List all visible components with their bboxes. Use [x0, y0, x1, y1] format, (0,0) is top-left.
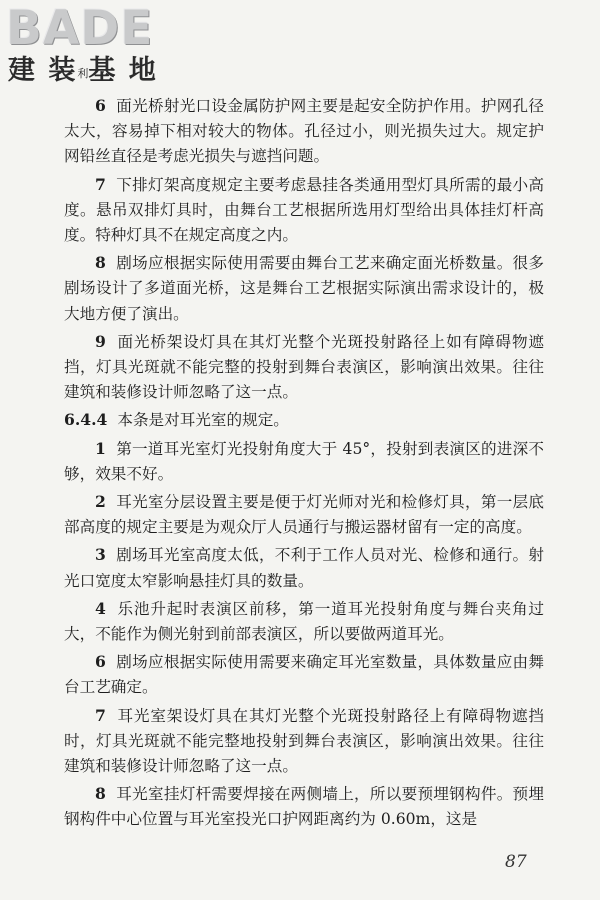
clause-text: 剧场耳光室高度太低，不利于工作人员对光、检修和通行。射光口宽度太窄影响悬挂灯具的数量。 — [64, 546, 544, 590]
clause-text: 剧场应根据实际使用需要来确定耳光室数量，具体数量应由舞台工艺确定。 — [64, 653, 544, 697]
clause-paragraph — [64, 649, 544, 700]
clause-number: 9 — [95, 331, 106, 351]
clause-paragraph — [64, 172, 544, 249]
clause-text: 下排灯架高度规定主要考虑悬挂各类通用型灯具所需的最小高度。悬吊双排灯具时，由舞台工艺根据所选用灯型给出具体挂灯杆高度。特种灯具不在规定高度之内。 — [64, 175, 544, 245]
clause-number: 3 — [95, 545, 106, 565]
clause-text: 面光桥架设灯具在其灯光整个光斑投射路径上如有障碍物遮挡，灯具光斑就不能完整的投射到舞台表演区，影响演出效果。往往建筑和装修设计师忽略了这一点。 — [64, 332, 544, 402]
clause-text: 面光桥射光口设金属防护网主要是起安全防护作用。护网孔径太大，容易掉下相对较大的物体。孔径过小，则光损失过大。规定护网铅丝直径是考虑光损失与遮挡问题。 — [64, 97, 544, 166]
clause-number: 8 — [95, 253, 106, 273]
clause-text: 第一道耳光室灯光投射角度大于 45°，投射到表演区的进深不够，效果不好。 — [64, 439, 544, 483]
clause-text: 乐池升起时表演区前移，第一道耳光投射角度与舞台夹角过大，不能作为侧光射到前部表演区，所以要做两道耳光。 — [64, 599, 544, 644]
section-number: 6.4.4 — [64, 410, 108, 430]
section-text: 本条是对耳光室的规定。 — [117, 411, 289, 430]
logo-cn-right: 基 地 — [88, 55, 158, 86]
clause-paragraph — [64, 250, 544, 327]
section-heading — [64, 407, 544, 433]
bade-logo — [6, 1, 181, 90]
clause-text: 耳光室分层设置主要是便于灯光师对光和检修灯具，第一层底部高度的规定主要是为观众厅人员通行与搬运器材留有一定的高度。 — [64, 493, 544, 537]
clause-number: 2 — [95, 492, 106, 512]
clause-paragraph — [64, 93, 544, 170]
document-body — [64, 93, 544, 835]
clause-text: 耳光室架设灯具在其灯光整个光斑投射路径上有障碍物遮挡时，灯具光斑就不能完整地投射到舞台表演区，影响演出效果。往往建筑和装修设计师忽略了这一点。 — [64, 706, 544, 776]
clause-number: 1 — [95, 438, 106, 458]
clause-text: 耳光室挂灯杆需要焊接在两侧墙上，所以要预埋钢构件。预埋钢构件中心位置与耳光室投光口护网距离约为 0.60m，这是 — [64, 785, 544, 829]
clause-paragraph — [64, 436, 544, 487]
clause-text: 剧场应根据实际使用需要由舞台工艺来确定面光桥数量。很多剧场设计了多道面光桥，这是舞台工艺根据实际演出需求设计的，极大地方便了演出。 — [64, 254, 544, 323]
clause-paragraph — [64, 542, 544, 593]
logo-chinese-text — [8, 56, 158, 89]
logo-wordmark: BADE — [6, 1, 154, 56]
clause-number: 6 — [95, 652, 106, 672]
clause-number: 8 — [95, 784, 106, 804]
logo-cn-small: 利 — [77, 67, 89, 80]
clause-paragraph — [64, 489, 544, 540]
page-number: 87 — [505, 852, 527, 872]
clause-paragraph — [64, 703, 544, 780]
clause-paragraph — [64, 329, 544, 406]
logo-cn-left: 建 装 — [8, 55, 78, 86]
clause-number: 6 — [95, 96, 106, 115]
clause-number: 4 — [95, 598, 106, 618]
clause-paragraph — [64, 781, 544, 832]
clause-paragraph — [64, 596, 544, 647]
clause-number: 7 — [95, 174, 106, 194]
clause-number: 7 — [95, 705, 106, 725]
